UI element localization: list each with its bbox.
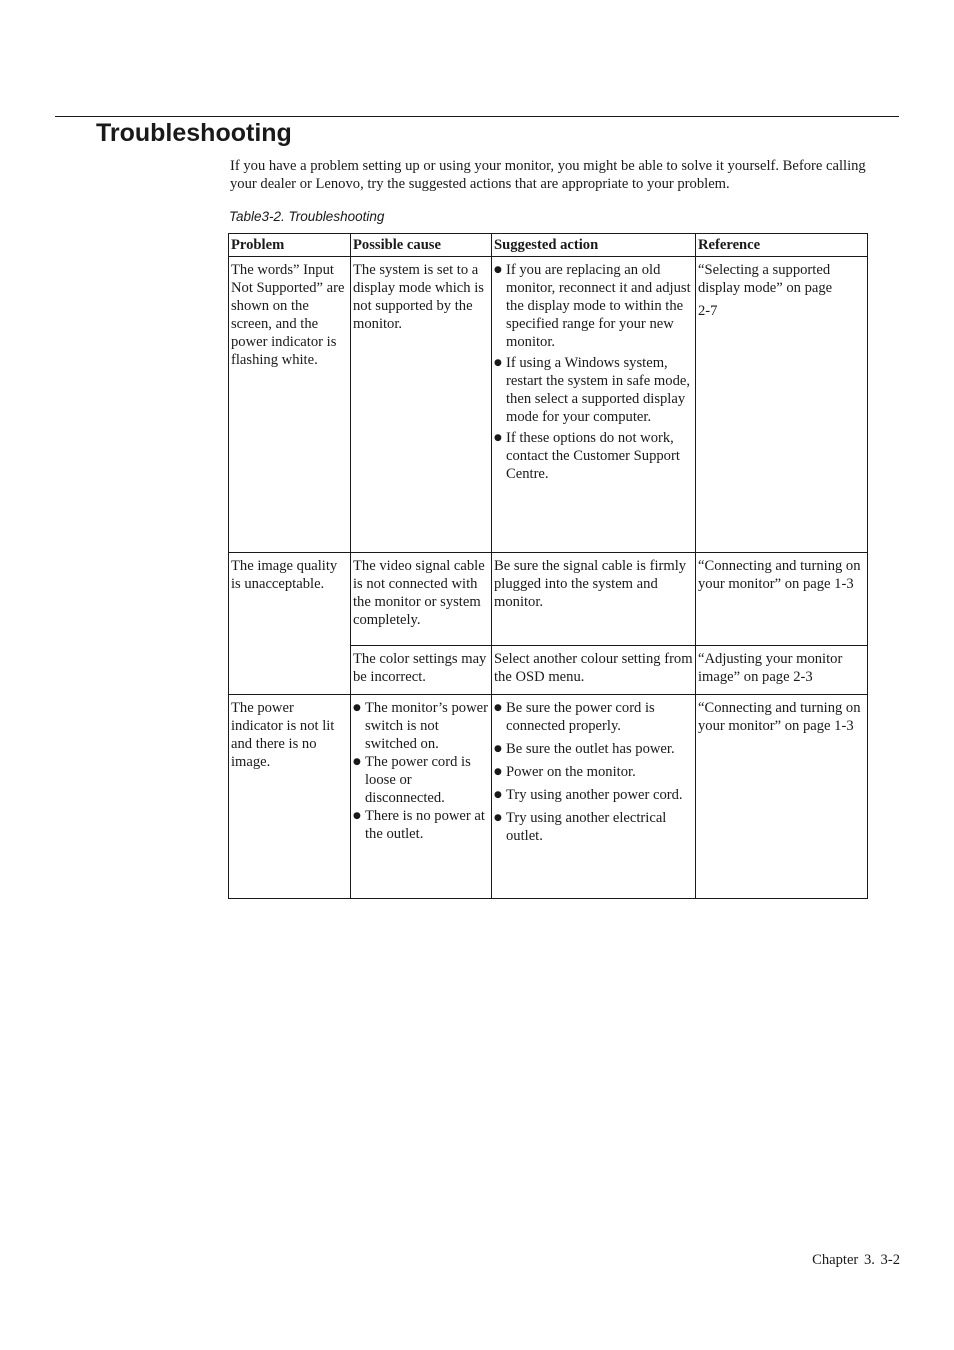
action-item: ● Power on the monitor. <box>494 763 694 781</box>
cause-list <box>353 699 490 843</box>
table-row <box>229 553 868 646</box>
action-list <box>494 699 694 845</box>
reference-text: “Selecting a supported display mode” on page <box>698 262 833 296</box>
cause-cell: The video signal cable is not connected with the monitor or system completely. <box>351 553 492 646</box>
header-possible-cause: Possible cause <box>351 234 492 257</box>
action-item: ● Be sure the outlet has power. <box>494 740 694 758</box>
action-cell: Select another colour setting from the OSD menu. <box>492 646 696 695</box>
reference-page: 2-7 <box>698 303 718 319</box>
action-item: ● If you are replacing an old monitor, reconnect it and adjust the display mode to within the specified range for your new monitor. <box>494 261 694 351</box>
reference-cell: “Connecting and turning on your monitor” on page 1-3 <box>696 553 868 646</box>
intro-paragraph: If you have a problem setting up or using your monitor, you might be able to solve it yourself. Before calling your dealer or Lenovo, try the suggested actions that are appropriate to your problem. <box>230 158 866 192</box>
table-header-row <box>229 234 868 257</box>
cause-item: ● The power cord is loose or disconnected. <box>353 753 490 807</box>
cause-item: ● The monitor’s power switch is not switched on. <box>353 699 490 753</box>
problem-cell: The power indicator is not lit and there is no image. <box>229 695 351 899</box>
table-row <box>229 257 868 553</box>
action-item: ● If these options do not work, contact the Customer Support Centre. <box>494 429 694 483</box>
page-title: Troubleshooting <box>96 119 292 147</box>
reference-cell <box>696 257 868 553</box>
cause-cell: The color settings may be incorrect. <box>351 646 492 695</box>
action-item: ● If using a Windows system, restart the system in safe mode, then select a supported display mode for your computer. <box>494 354 694 426</box>
problem-cell: The words” Input Not Supported” are shown on the screen, and the power indicator is flashing white. <box>229 257 351 553</box>
table-row <box>229 695 868 899</box>
header-reference: Reference <box>696 234 868 257</box>
header-suggested-action: Suggested action <box>492 234 696 257</box>
cause-item: ● There is no power at the outlet. <box>353 807 490 843</box>
action-cell <box>492 695 696 899</box>
header-problem: Problem <box>229 234 351 257</box>
action-cell: Be sure the signal cable is firmly plugged into the system and monitor. <box>492 553 696 646</box>
page-footer: Chapter 3. 3-2 <box>812 1252 900 1268</box>
action-item: ● Be sure the power cord is connected properly. <box>494 699 694 735</box>
reference-cell: “Connecting and turning on your monitor” on page 1-3 <box>696 695 868 899</box>
table-caption: Table3-2. Troubleshooting <box>229 209 385 224</box>
cause-cell: The system is set to a display mode which is not supported by the monitor. <box>351 257 492 553</box>
troubleshooting-table <box>228 233 868 899</box>
cause-cell <box>351 695 492 899</box>
action-item: ● Try using another power cord. <box>494 786 694 804</box>
action-item: ● Try using another electrical outlet. <box>494 809 694 845</box>
action-list <box>494 261 694 483</box>
reference-cell: “Adjusting your monitor image” on page 2-3 <box>696 646 868 695</box>
problem-cell: The image quality is unacceptable. <box>229 553 351 695</box>
action-cell <box>492 257 696 553</box>
